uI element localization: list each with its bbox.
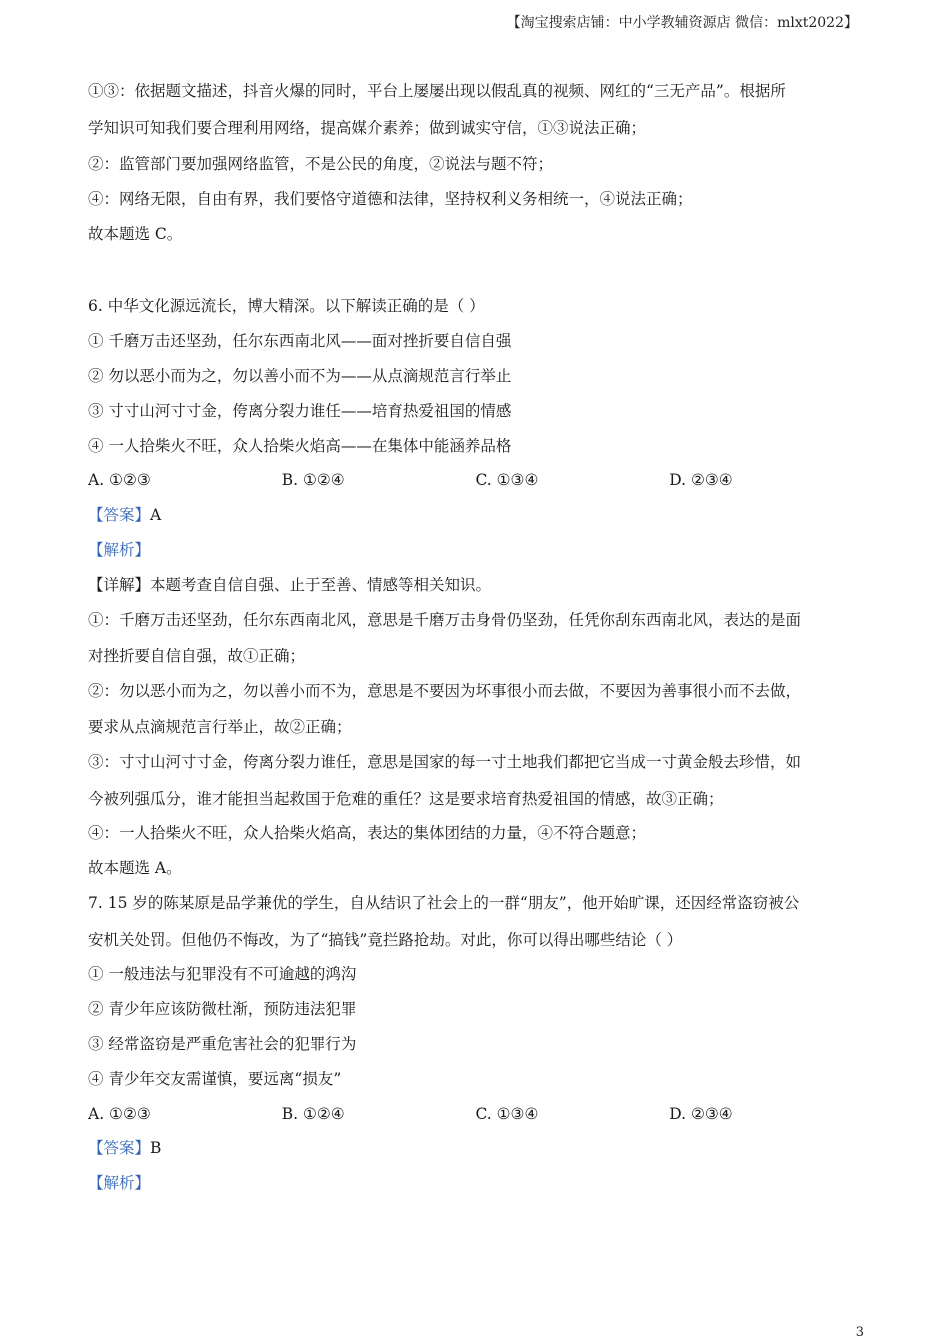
- text-line: ②：监管部门要加强网络监管，不是公民的角度，②说法与题不符；: [88, 155, 554, 173]
- answer-tag: 【答案】: [88, 506, 151, 525]
- question-7-analysis: [88, 1172, 863, 1207]
- text-line: ④：网络无限，自由有界，我们要恪守道德和法律，坚持权利义务相统一，④说法正确；: [88, 189, 693, 208]
- option-a: A. ①②③: [88, 1104, 151, 1123]
- text-line: 故本题选 C。: [88, 224, 183, 243]
- question-7-stem: 7. 15 岁的陈某原是品学兼优的学生，自从结识了社会上的一群“朋友”，他开始旷课，还因经常盗窃被公: [88, 894, 800, 913]
- answer-value: B: [150, 1139, 162, 1158]
- question-6-item: ② 勿以恶小而为之，勿以善小而不为——从点滴规范言行举止: [88, 366, 512, 385]
- document-body: [88, 80, 863, 1207]
- page-header: 【淘宝搜索店铺：中小学教辅资源店 微信：mlxt2022】: [506, 15, 858, 31]
- explanation-line: ①：千磨万击还坚劲，任尔东西南北风，意思是千磨万击身骨仍坚劲，任凭你刮东西南北风，表达的是面: [88, 610, 802, 629]
- question-7-item: ③ 经常盗窃是严重危害社会的犯罪行为: [88, 1034, 357, 1053]
- explanation-line: 要求从点滴规范言行举止，故②正确；: [88, 718, 352, 737]
- question-6-options: [88, 469, 863, 504]
- question-6-analysis: [88, 539, 863, 574]
- detail-tag: 【详解】: [88, 575, 151, 594]
- explanation-line: ③：寸寸山河寸寸金，侉离分裂力谁任，意思是国家的每一寸土地我们都把它当成一寸黄金般去珍惜，如: [88, 753, 802, 772]
- option-b: B. ①②④: [281, 471, 345, 490]
- explanation-line: ④：一人拾柴火不旺，众人拾柴火焰高，表达的集体团结的力量，④不符合题意；: [88, 824, 647, 843]
- explanation-line: 对挫折要自信自强，故①正确；: [88, 647, 306, 666]
- explanation-line: 故本题选 A。: [88, 859, 182, 878]
- option-b: B. ①②④: [281, 1104, 345, 1123]
- option-c: C. ①③④: [475, 1104, 539, 1123]
- option-a: A. ①②③: [88, 471, 151, 490]
- detail-text: 本题考查自信自强、止于至善、情感等相关知识。: [150, 575, 492, 594]
- answer-tag: 【答案】: [88, 1139, 151, 1158]
- question-7-options: [88, 1103, 863, 1138]
- question-6-item: ① 千磨万击还坚劲，任尔东西南北风——面对挫折要自信自强: [88, 332, 512, 351]
- question-6-answer: [88, 504, 863, 539]
- page-number: 3: [855, 1325, 864, 1340]
- question-6-item: ④ 一人拾柴火不旺，众人拾柴火焰高——在集体中能涵养品格: [88, 436, 512, 455]
- explanation-line: 今被列强瓜分，谁才能担当起救国于危难的重任？这是要求培育热爱祖国的情感，故③正确；: [88, 789, 724, 808]
- question-7-answer: [88, 1137, 863, 1172]
- question-6-stem: 6. 中华文化源远流长，博大精深。以下解读正确的是（ ）: [88, 297, 485, 316]
- question-6-detail: [88, 574, 863, 609]
- text-line: ①③：依据题文描述，抖音火爆的同时，平台上屡屡出现以假乱真的视频、网红的“三无产品”。根据所: [88, 82, 786, 100]
- answer-value: A: [150, 506, 162, 525]
- explanation-line: ②：勿以恶小而为之，勿以善小而不为，意思是不要因为坏事很小而去做，不要因为善事很小而不去做，: [88, 681, 802, 700]
- option-d: D. ②③④: [669, 1104, 733, 1123]
- question-7-stem: 安机关处罚。但他仍不悔改，为了“搞钱”竟拦路抢劫。对此，你可以得出哪些结论（ ）: [88, 930, 683, 949]
- option-c: C. ①③④: [475, 471, 539, 490]
- analysis-tag: 【解析】: [88, 1174, 151, 1193]
- question-6-item: ③ 寸寸山河寸寸金，侉离分裂力谁任——培育热爱祖国的情感: [88, 401, 512, 420]
- text-line: 学知识可知我们要合理利用网络，提高媒介素养；做到诚实守信，①③说法正确；: [88, 118, 647, 137]
- option-d: D. ②③④: [669, 471, 733, 490]
- question-7-item: ① 一般违法与犯罪没有不可逾越的鸿沟: [88, 965, 357, 984]
- analysis-tag: 【解析】: [88, 540, 151, 559]
- question-7-item: ② 青少年应该防微杜渐，预防违法犯罪: [88, 1000, 357, 1019]
- question-7-item: ④ 青少年交友需谨慎，要远离“损友”: [88, 1069, 342, 1088]
- spacer: [88, 257, 863, 295]
